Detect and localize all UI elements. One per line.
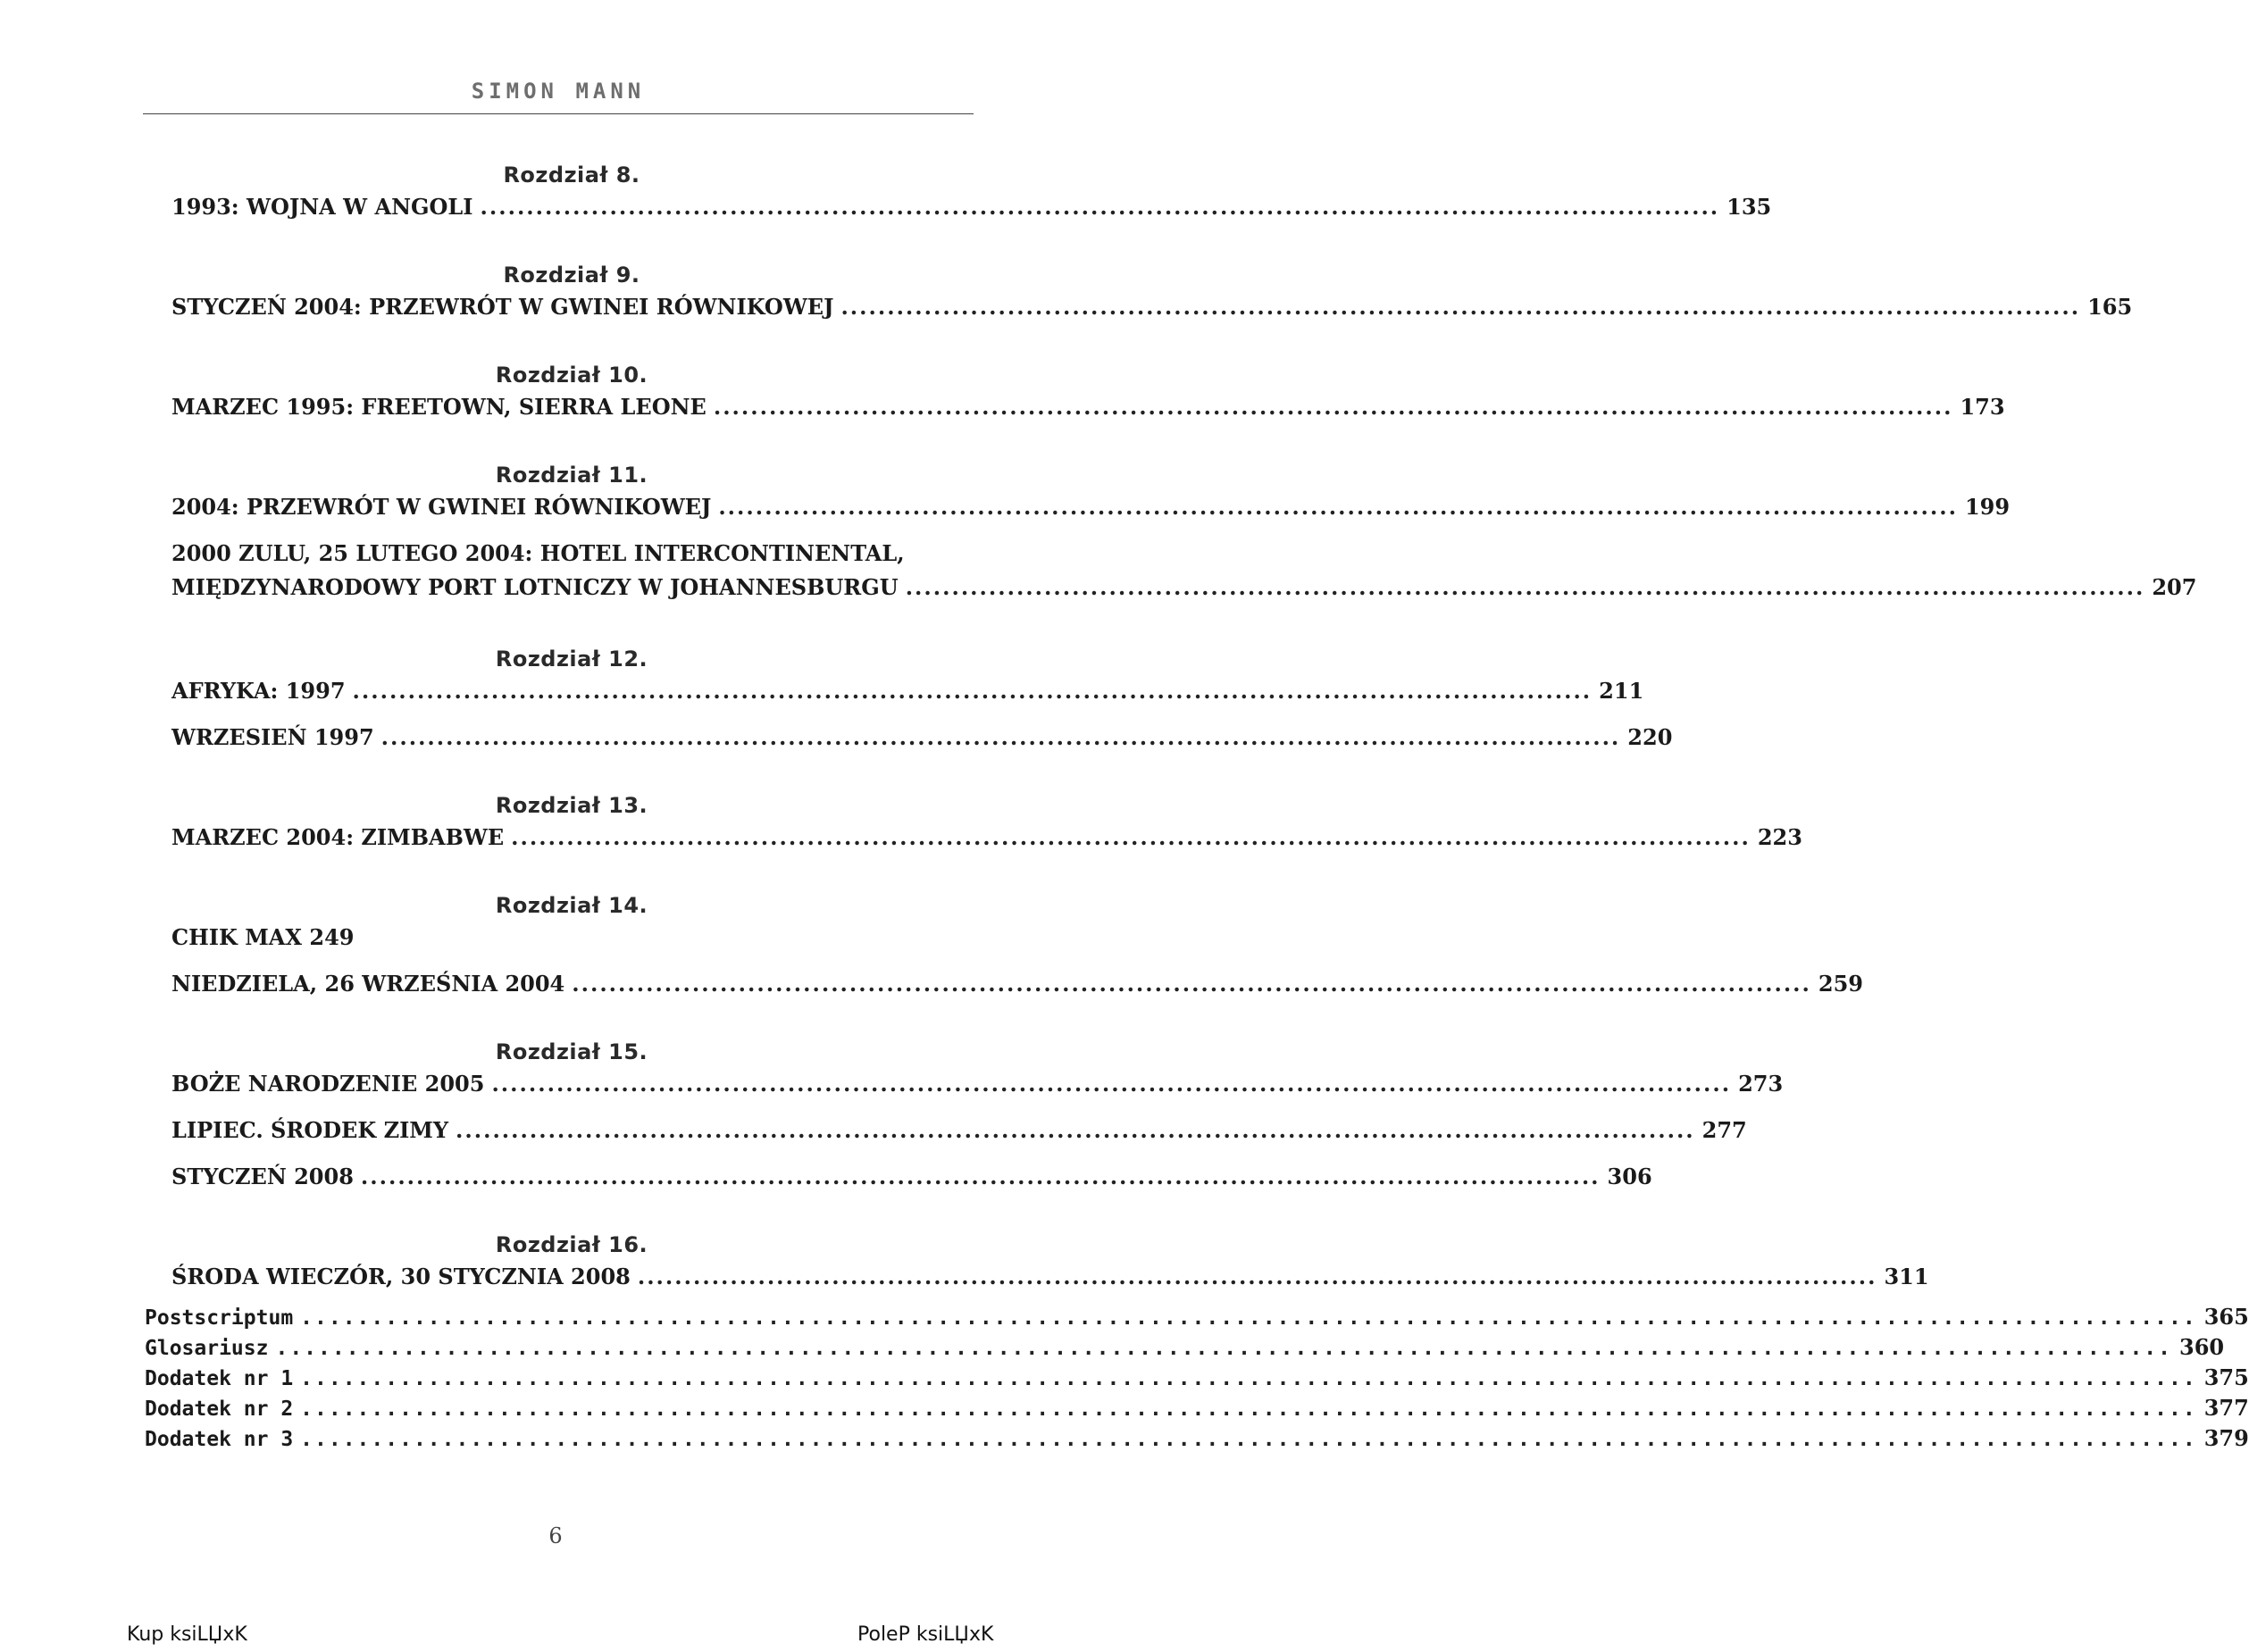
toc-entry-page: 306 (1607, 1164, 1652, 1189)
dot-leader: ...................................................................................................................................... (300, 1306, 2197, 1330)
toc-entry-page: 165 (2087, 294, 2133, 320)
toc-entry-title: MARZEC 2004: ZIMBABWE (171, 824, 505, 850)
toc-entry-page: 311 (1884, 1264, 1929, 1289)
toc-entry-page: 173 (1960, 394, 2005, 420)
chapter-heading: Rozdział 8. (503, 163, 640, 188)
dot-leader: ...................................................................................................................................... (360, 1164, 1601, 1189)
dot-leader: ...................................................................................................................................... (300, 1428, 2197, 1451)
toc-entry[interactable] (171, 1161, 1652, 1197)
toc-entry[interactable] (171, 968, 1863, 1004)
toc-entry[interactable] (171, 922, 972, 957)
toc-entry-title: CHIK MAX 249 (171, 924, 355, 950)
appendix-entry-title: Glosariusz (145, 1337, 269, 1360)
dot-leader: ...................................................................................................................................... (491, 1071, 1732, 1097)
appendix-list (145, 1302, 2249, 1454)
toc-entry-page: 199 (1964, 494, 2011, 520)
dot-leader: ...................................................................................................................................... (713, 394, 1953, 420)
dot-leader: ...................................................................................................................................... (511, 824, 1751, 850)
chapter-heading: Rozdział 16. (495, 1232, 648, 1257)
appendix-entry[interactable] (145, 1332, 2225, 1363)
toc-entry-page: 207 (2152, 574, 2197, 600)
appendix-entry-title: Dodatek nr 1 (145, 1367, 294, 1390)
chapter-heading: Rozdział 12. (495, 647, 648, 672)
toc-entry-page: 135 (1726, 194, 1772, 220)
dot-leader: ...................................................................................................................................... (380, 724, 1621, 750)
appendix-entry-page: 360 (2179, 1334, 2225, 1360)
appendix-entry-title: Postscriptum (145, 1306, 294, 1330)
toc-entry[interactable] (171, 822, 1802, 857)
toc-entry-page: 211 (1599, 678, 1644, 704)
dot-leader: ...................................................................................................................................... (637, 1264, 1877, 1289)
toc-entry-title: STYCZEŃ 2004: PRZEWRÓT W GWINEI RÓWNIKOWEJ (171, 294, 834, 320)
appendix-entry[interactable] (145, 1302, 2249, 1332)
appendix-entry-page: 375 (2203, 1364, 2249, 1390)
toc-entry-title: AFRYKA: 1997 (171, 678, 346, 704)
toc-entry-title: LIPIEC. ŚRODEK ZIMY (171, 1117, 449, 1143)
toc-entry[interactable] (171, 675, 1644, 711)
chapter-heading: Rozdział 9. (503, 263, 640, 288)
toc-entry[interactable] (171, 391, 2005, 427)
dot-leader: ...................................................................................................................................... (275, 1337, 2173, 1360)
chapter-heading: Rozdział 14. (495, 893, 648, 918)
toc-entry-title: WRZESIEŃ 1997 (171, 724, 374, 750)
toc-entry-title-line1: 2000 ZULU, 25 LUTEGO 2004: HOTEL INTERCONTINENTAL, (171, 540, 905, 566)
dot-leader: ...................................................................................................................................... (905, 574, 2145, 600)
appendix-entry-page: 365 (2203, 1304, 2249, 1330)
toc-entry[interactable] (171, 1068, 1784, 1104)
dot-leader: ...................................................................................................................................... (352, 678, 1593, 704)
appendix-entry-title: Dodatek nr 3 (145, 1428, 294, 1451)
appendix-entry-page: 377 (2203, 1395, 2249, 1421)
toc-entry[interactable] (171, 1114, 1747, 1150)
toc-entry-title: BOŻE NARODZENIE 2005 (171, 1071, 485, 1097)
chapter-heading: Rozdział 13. (495, 793, 648, 818)
appendix-entry[interactable] (145, 1423, 2249, 1454)
toc-entry[interactable] (171, 491, 2011, 527)
toc-entry-title: 1993: WOJNA W ANGOLI (171, 194, 473, 220)
dot-leader: ...................................................................................................................................... (718, 494, 1958, 520)
footer-recommend-link[interactable]: PoleP ksiLЏxK (857, 1623, 994, 1646)
appendix-entry-page: 379 (2203, 1425, 2249, 1451)
chapter-heading: Rozdział 15. (495, 1039, 648, 1064)
dot-leader: ...................................................................................................................................... (300, 1367, 2197, 1390)
toc-entry-page: 273 (1738, 1071, 1784, 1097)
toc-entry[interactable] (171, 1261, 1929, 1297)
toc-entry-title-line2: MIĘDZYNARODOWY PORT LOTNICZY W JOHANNESBURGU (171, 574, 899, 600)
toc-entry[interactable] (171, 538, 2197, 611)
table-of-contents (171, 159, 2197, 1297)
toc-entry-page: 223 (1757, 824, 1802, 850)
page-number: 6 (548, 1523, 563, 1548)
toc-entry-page: 220 (1627, 724, 1673, 750)
dot-leader: ...................................................................................................................................... (572, 971, 1811, 997)
toc-entry[interactable] (171, 722, 1673, 757)
appendix-entry[interactable] (145, 1393, 2249, 1423)
footer-buy-link[interactable]: Kup ksiLЏxK (127, 1623, 247, 1646)
toc-entry-title: 2004: PRZEWRÓT W GWINEI RÓWNIKOWEJ (171, 494, 712, 520)
appendix-entry[interactable] (145, 1363, 2249, 1393)
toc-entry[interactable] (171, 191, 1772, 227)
running-header: SIMON MANN (471, 79, 646, 104)
toc-entry-page: 259 (1818, 971, 1863, 997)
dot-leader: ...................................................................................................................................... (840, 294, 2081, 320)
toc-entry-title: STYCZEŃ 2008 (171, 1164, 354, 1189)
appendix-entry-title: Dodatek nr 2 (145, 1398, 294, 1421)
toc-entry-title: ŚRODA WIECZÓR, 30 STYCZNIA 2008 (171, 1264, 631, 1289)
dot-leader: ...................................................................................................................................... (456, 1117, 1695, 1143)
toc-entry-title: MARZEC 1995: FREETOWN, SIERRA LEONE (171, 394, 706, 420)
dot-leader: ...................................................................................................................................... (480, 194, 1720, 220)
chapter-heading: Rozdział 10. (495, 363, 648, 388)
toc-entry-title: NIEDZIELA, 26 WRZEŚNIA 2004 (171, 971, 565, 997)
toc-entry[interactable] (171, 291, 2133, 327)
toc-entry-page: 277 (1701, 1117, 1747, 1143)
header-rule (143, 113, 974, 114)
chapter-heading: Rozdział 11. (495, 463, 648, 488)
dot-leader: ...................................................................................................................................... (300, 1398, 2197, 1421)
